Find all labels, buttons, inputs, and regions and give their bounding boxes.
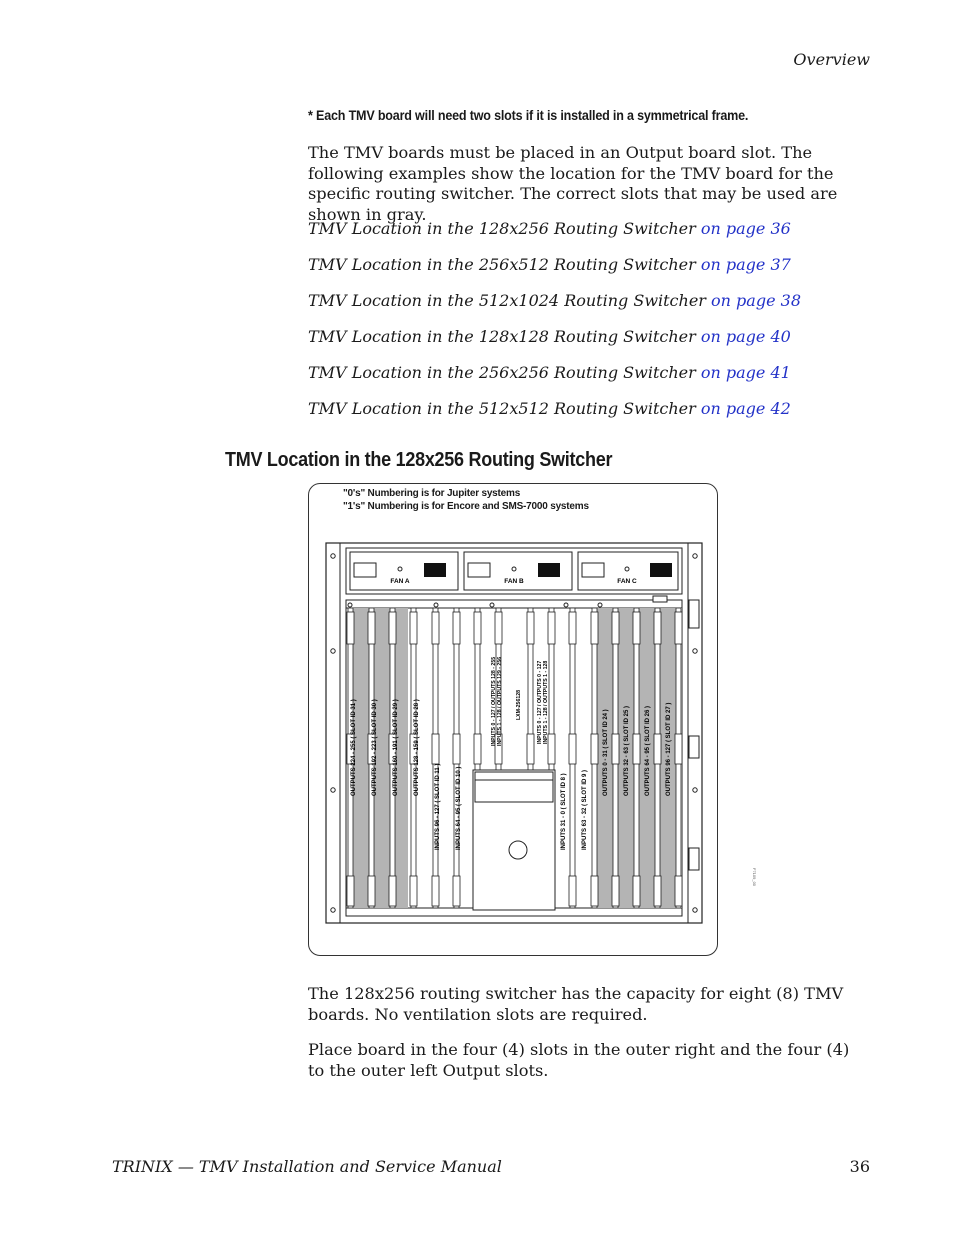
slot-ejector [389, 612, 396, 644]
xref-title: TMV Location in the 128x256 Routing Switcher [308, 219, 696, 238]
xref-title: TMV Location in the 256x512 Routing Switcher [308, 255, 696, 274]
running-header: Overview [793, 50, 870, 69]
slot-ejector [591, 876, 598, 906]
xref-title: TMV Location in the 256x256 Routing Switcher [308, 363, 696, 382]
slot-ejector [432, 734, 439, 764]
xref-512x1024[interactable] [308, 291, 801, 310]
slot-ejector [432, 876, 439, 906]
slot-ejector [432, 612, 439, 644]
slot-ejector [612, 612, 619, 644]
slot-ejector [389, 876, 396, 906]
numbering-note-encore: "1's" Numbering is for Encore and SMS-7000 systems [343, 501, 589, 512]
side-latch [689, 600, 699, 628]
slot-ejector [368, 612, 375, 644]
fan-a-label: FAN A [390, 578, 410, 585]
capacity-paragraph: The 128x256 routing switcher has the capacity for eight (8) TMV boards. No ventilation slots are required. [308, 984, 844, 1024]
xref-page-link[interactable]: on page 38 [711, 291, 801, 310]
slot-ejector [633, 612, 640, 644]
slot-label: OUTPUTS 128 - 159 ( SLOT ID 28 ) [414, 699, 420, 796]
xref-title: TMV Location in the 512x512 Routing Switcher [308, 399, 696, 418]
slot-ejector [453, 734, 460, 764]
slot-label: OUTPUTS 224 - 255 ( SLOT ID 31 ) [351, 699, 357, 796]
slot-ejector [495, 612, 502, 644]
fan-b-label: FAN B [504, 578, 524, 585]
side-latch [689, 848, 699, 870]
slot-ejector [612, 734, 619, 764]
matrix-label: INPUTS 0 - 127 / OUTPUTS 128 - 255 [491, 656, 497, 746]
matrix-board-knob [509, 841, 527, 859]
slot-label: INPUTS 96 - 127 ( SLOT ID 11 ) [435, 763, 441, 850]
xref-page-link[interactable]: on page 40 [700, 327, 791, 346]
section-title: TMV Location in the 128x256 Routing Switcher [225, 449, 613, 471]
slot-label: INPUTS 31 - 0 ( SLOT ID 8 ) [561, 773, 567, 850]
placement-paragraph: Place board in the four (4) slots in the outer right and the four (4) to the outer left Output slots. [308, 1040, 850, 1080]
xref-page-link[interactable]: on page 37 [700, 255, 791, 274]
intro-paragraph: The TMV boards must be placed in an Output board slot. The following examples show the location for the TMV board for the specific routing switcher. The correct slots that may be used are shown in gray. [308, 143, 838, 224]
slot-ejector [633, 734, 640, 764]
slot-ejector [548, 612, 555, 644]
slot-ejector [548, 734, 555, 764]
matrix-label: LXM-256128 [516, 690, 522, 720]
slot-ejector [569, 612, 576, 644]
status-indicator [653, 596, 667, 602]
slot-label: INPUTS 64 - 95 ( SLOT ID 10 ) [456, 766, 462, 850]
slot-ejector [591, 612, 598, 644]
slot-label: OUTPUTS 32 - 63 ( SLOT ID 25 ) [624, 705, 630, 796]
slot-label: OUTPUTS 160 - 191 ( SLOT ID 29 ) [393, 699, 399, 796]
slot-label: OUTPUTS 0 - 31 ( SLOT ID 24 ) [603, 709, 609, 796]
fan-c-label: FAN C [617, 578, 637, 585]
slot-ejector [347, 876, 354, 906]
slot-ejector [347, 612, 354, 644]
footer-page-number: 36 [849, 1157, 870, 1176]
slot-ejector [453, 612, 460, 644]
routing-frame-diagram [320, 538, 757, 938]
slot-label: OUTPUTS 64 - 95 ( SLOT ID 26 ) [645, 705, 651, 796]
matrix-label: INPUTS 1 - 128 / OUTPUTS 1 - 128 [543, 660, 549, 744]
slot-ejector [474, 612, 481, 644]
xref-128x128[interactable] [308, 327, 791, 346]
xref-512x512[interactable] [308, 399, 791, 418]
figure-code: F7109_00 [752, 868, 757, 887]
slot-label: OUTPUTS 192 - 223 ( SLOT ID 30 ) [372, 699, 378, 796]
footer-manual-title: TRINIX — TMV Installation and Service Manual [112, 1157, 502, 1176]
xref-page-link[interactable]: on page 42 [700, 399, 791, 418]
xref-title: TMV Location in the 128x128 Routing Switcher [308, 327, 696, 346]
numbering-note-jupiter: "0's" Numbering is for Jupiter systems [343, 488, 521, 499]
slot-ejector [675, 876, 682, 906]
slot-ejector [675, 734, 682, 764]
matrix-label: INPUTS 1 - 128 / OUTPUTS 129 - 256 [497, 656, 503, 746]
slot-ejector [410, 612, 417, 644]
side-latch [689, 736, 699, 758]
slot-label: INPUTS 63 - 32 ( SLOT ID 9 ) [582, 769, 588, 850]
slot-ejector [368, 876, 375, 906]
slot-ejector [474, 734, 481, 764]
xref-128x256[interactable] [308, 219, 791, 238]
slot-label: OUTPUTS 96 - 127 ( SLOT ID 27 ) [666, 702, 672, 796]
slot-ejector [633, 876, 640, 906]
xref-title: TMV Location in the 512x1024 Routing Switcher [308, 291, 706, 310]
xref-256x256[interactable] [308, 363, 791, 382]
slot-note: * Each TMV board will need two slots if it is installed in a symmetrical frame. [308, 108, 749, 123]
slot-ejector [654, 612, 661, 644]
slot-ejector [612, 876, 619, 906]
slot-ejector [591, 734, 598, 764]
slot-ejector [569, 876, 576, 906]
matrix-label: INPUTS 0 - 127 / OUTPUTS 0 - 127 [537, 660, 543, 744]
slot-ejector [569, 734, 576, 764]
slot-ejector [410, 876, 417, 906]
slot-ejector [527, 734, 534, 764]
slot-ejector [654, 876, 661, 906]
xref-256x512[interactable] [308, 255, 791, 274]
xref-page-link[interactable]: on page 41 [700, 363, 791, 382]
slot-ejector [527, 612, 534, 644]
slot-ejector [453, 876, 460, 906]
gray-output-slot-band [348, 608, 408, 908]
xref-page-link[interactable]: on page 36 [700, 219, 791, 238]
slot-ejector [675, 612, 682, 644]
slot-ejector [654, 734, 661, 764]
